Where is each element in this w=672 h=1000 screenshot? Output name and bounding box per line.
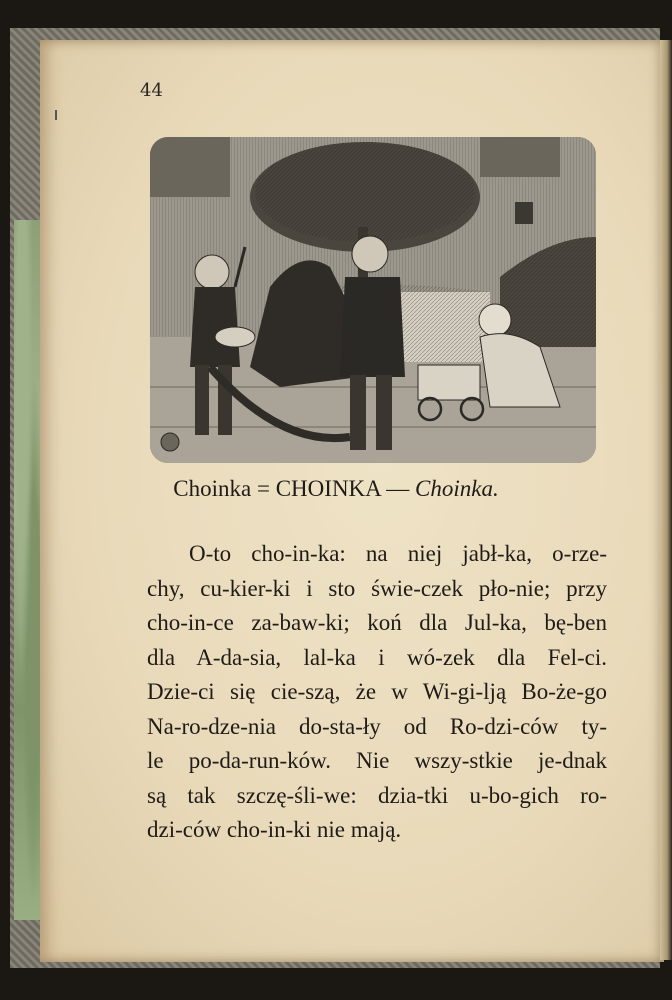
caption-separator-1: =: [256, 476, 270, 501]
caption-word-2: CHOINKA: [275, 476, 381, 501]
marbled-edge: [14, 220, 42, 920]
spinning-top: [161, 433, 179, 451]
page-number: 44: [140, 80, 163, 101]
caption-word-1: Choinka: [173, 476, 252, 501]
caption-separator-2: —: [386, 476, 410, 501]
engraving-svg: [150, 137, 596, 463]
text-line: O-to cho-in-ka: na niej jabł-ka, o-rze-: [189, 541, 607, 566]
text-line: dla A-da-sia, lal-ka i wó-zek dla Fel-ci.: [147, 644, 607, 670]
caption-word-3: Choinka.: [415, 476, 499, 501]
text-line: Na-ro-dze-nia do-sta-ły od Ro-dzi-ców ty-: [147, 713, 607, 739]
text-line: dzi-ców cho-in-ki nie mają.: [147, 817, 402, 842]
illustration-caption: [0, 476, 672, 502]
christmas-tree-illustration: [150, 137, 596, 463]
text-line: cho-in-ce za-baw-ki; koń dla Jul-ka, bę-ben: [147, 610, 607, 635]
wall-picture: [515, 202, 533, 224]
reading-paragraph: [147, 537, 607, 848]
text-line: chy, cu-kier-ki i sto świe-czek pło-nie; przy: [147, 575, 607, 601]
page-mark: [55, 110, 57, 120]
text-line: Dzie-ci się cie-szą, że w Wi-gi-lją Bo-że-go: [147, 679, 607, 704]
text-line: są tak szczę-śli-we: dzia-tki u-bo-gich ro-: [147, 782, 607, 808]
text-line: le po-da-run-ków. Nie wszy-stkie je-dnak: [147, 748, 607, 773]
window-frame: [150, 137, 230, 197]
